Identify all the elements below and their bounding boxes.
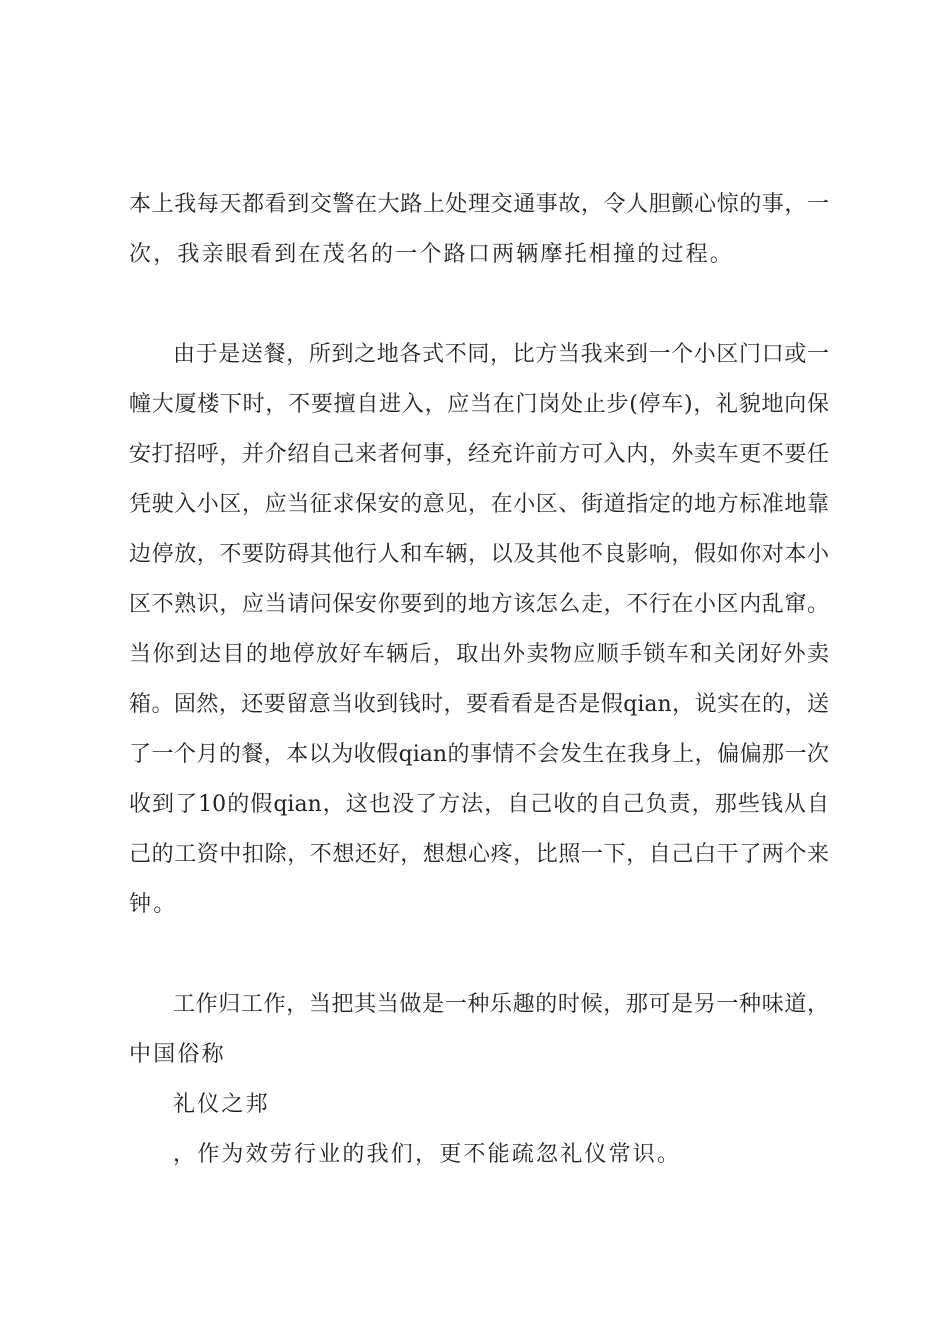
paragraph-3-line-2: 中国俗称 — [129, 1042, 226, 1067]
paragraph-2-line-8: 箱。固然，还要留意当收到钱时，要看看是否是假qian，说实在的，送 — [129, 692, 829, 717]
paragraph-1-line-2: 次，我亲眼看到在茂名的一个路口两辆摩托相撞的过程。 — [129, 242, 735, 267]
paragraph-2-line-4: 凭驶入小区，应当征求保安的意见，在小区、街道指定的地方标准地靠 — [129, 492, 829, 517]
paragraph-3-line-3: 礼仪之邦 — [173, 1092, 270, 1117]
paragraph-2-line-6: 区不熟识，应当请问保安你要到的地方该怎么走，不行在小区内乱窜。 — [129, 592, 829, 617]
paragraph-2-line-11: 己的工资中扣除，不想还好，想想心疼，比照一下，自己白干了两个来 — [129, 842, 829, 867]
paragraph-2-line-9: 了一个月的餐，本以为收假qian的事情不会发生在我身上，偏偏那一次 — [129, 742, 829, 767]
paragraph-3-line-4: ，作为效劳行业的我们，更不能疏忽礼仪常识。 — [173, 1142, 682, 1167]
paragraph-2-line-2: 幢大厦楼下时，不要擅自进入，应当在门岗处止步(停车)，礼貌地向保 — [129, 392, 829, 417]
paragraph-1-line-1: 本上我每天都看到交警在大路上处理交通事故，令人胆颤心惊的事，一 — [129, 192, 829, 217]
paragraph-2-line-7: 当你到达目的地停放好车辆后，取出外卖物应顺手锁车和关闭好外卖 — [129, 642, 829, 667]
paragraph-2-line-12: 钟。 — [129, 892, 178, 917]
paragraph-2-line-3: 安打招呼，并介绍自己来者何事，经充许前方可入内，外卖车更不要任 — [129, 442, 829, 467]
paragraph-2-line-1: 由于是送餐，所到之地各式不同，比方当我来到一个小区门口或一 — [173, 342, 829, 367]
paragraph-3-line-1: 工作归工作，当把其当做是一种乐趣的时候，那可是另一种味道， — [173, 992, 829, 1017]
paragraph-2-line-10: 收到了10的假qian，这也没了方法，自己收的自己负责，那些钱从自 — [129, 792, 829, 817]
paragraph-2-line-5: 边停放，不要防碍其他行人和车辆，以及其他不良影响，假如你对本小 — [129, 542, 829, 567]
